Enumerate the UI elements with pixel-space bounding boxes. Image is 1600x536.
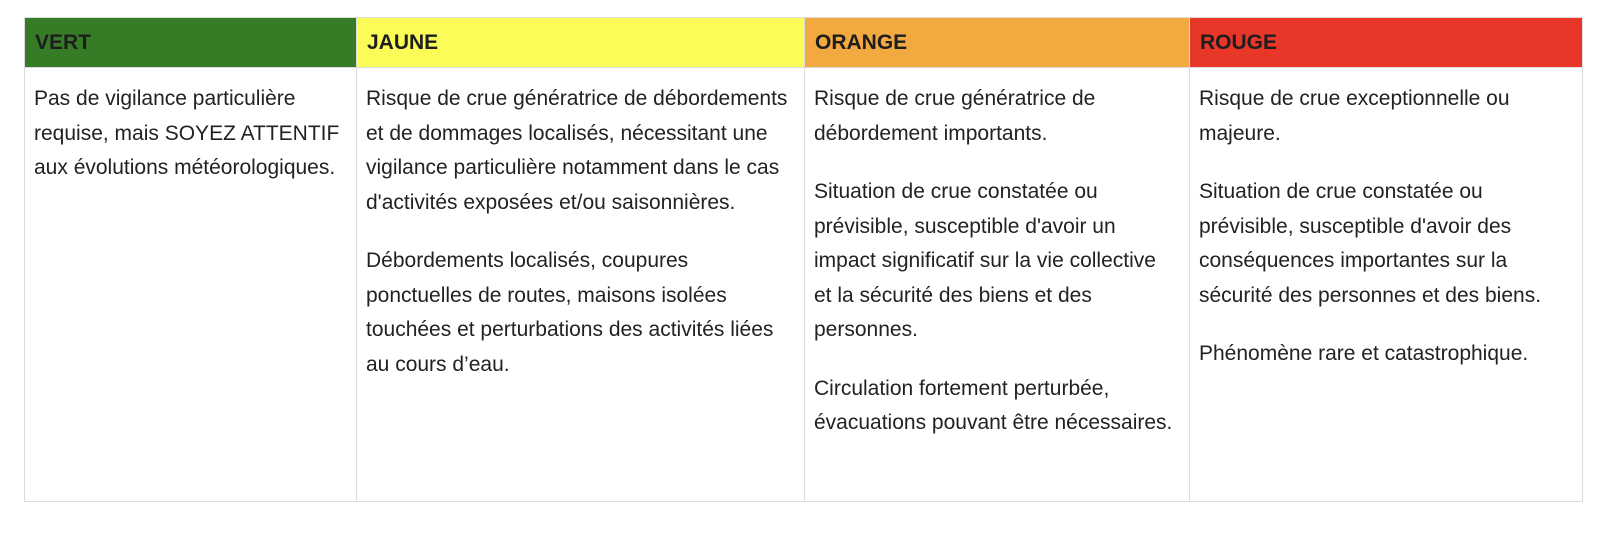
jaune-paragraph-2: Débordements localisés, coupures ponctuelles de routes, maisons isolées touchées et perturbations des activités liées au cours d’eau. (366, 249, 774, 376)
jaune-paragraph-1: Risque de crue génératrice de débordements et de dommages localisés, nécessitant une vigilance particulière notamment dans le cas d'activités exposées et/ou saisonnières. (366, 87, 788, 214)
description-row (25, 68, 1583, 502)
header-jaune: JAUNE (357, 18, 805, 68)
orange-paragraph-1: Risque de crue génératrice de débordement importants. (814, 87, 1096, 145)
header-row (25, 18, 1583, 68)
orange-paragraph-3: Circulation fortement perturbée, évacuations pouvant être nécessaires. (814, 376, 1173, 434)
rouge-paragraph-2: Situation de crue constatée ou prévisible, susceptible d'avoir des conséquences importantes sur la sécurité des personnes et des biens. (1199, 180, 1542, 307)
cell-rouge (1190, 68, 1583, 502)
vigilance-table (24, 17, 1583, 502)
cell-vert (25, 68, 357, 502)
cell-jaune (357, 68, 805, 502)
rouge-paragraph-1: Risque de crue exceptionnelle ou majeure. (1199, 87, 1510, 145)
cell-orange (805, 68, 1190, 502)
vert-paragraph-1: Pas de vigilance particulière requise, mais SOYEZ ATTENTIF aux évolutions météorologiques. (34, 87, 340, 179)
header-orange: ORANGE (805, 18, 1190, 68)
rouge-paragraph-3: Phénomène rare et catastrophique. (1199, 342, 1529, 365)
header-rouge: ROUGE (1190, 18, 1583, 68)
header-vert: VERT (25, 18, 357, 68)
orange-paragraph-2: Situation de crue constatée ou prévisible, susceptible d'avoir un impact significatif sur la vie collective et la sécurité des biens et des personnes. (814, 180, 1156, 341)
